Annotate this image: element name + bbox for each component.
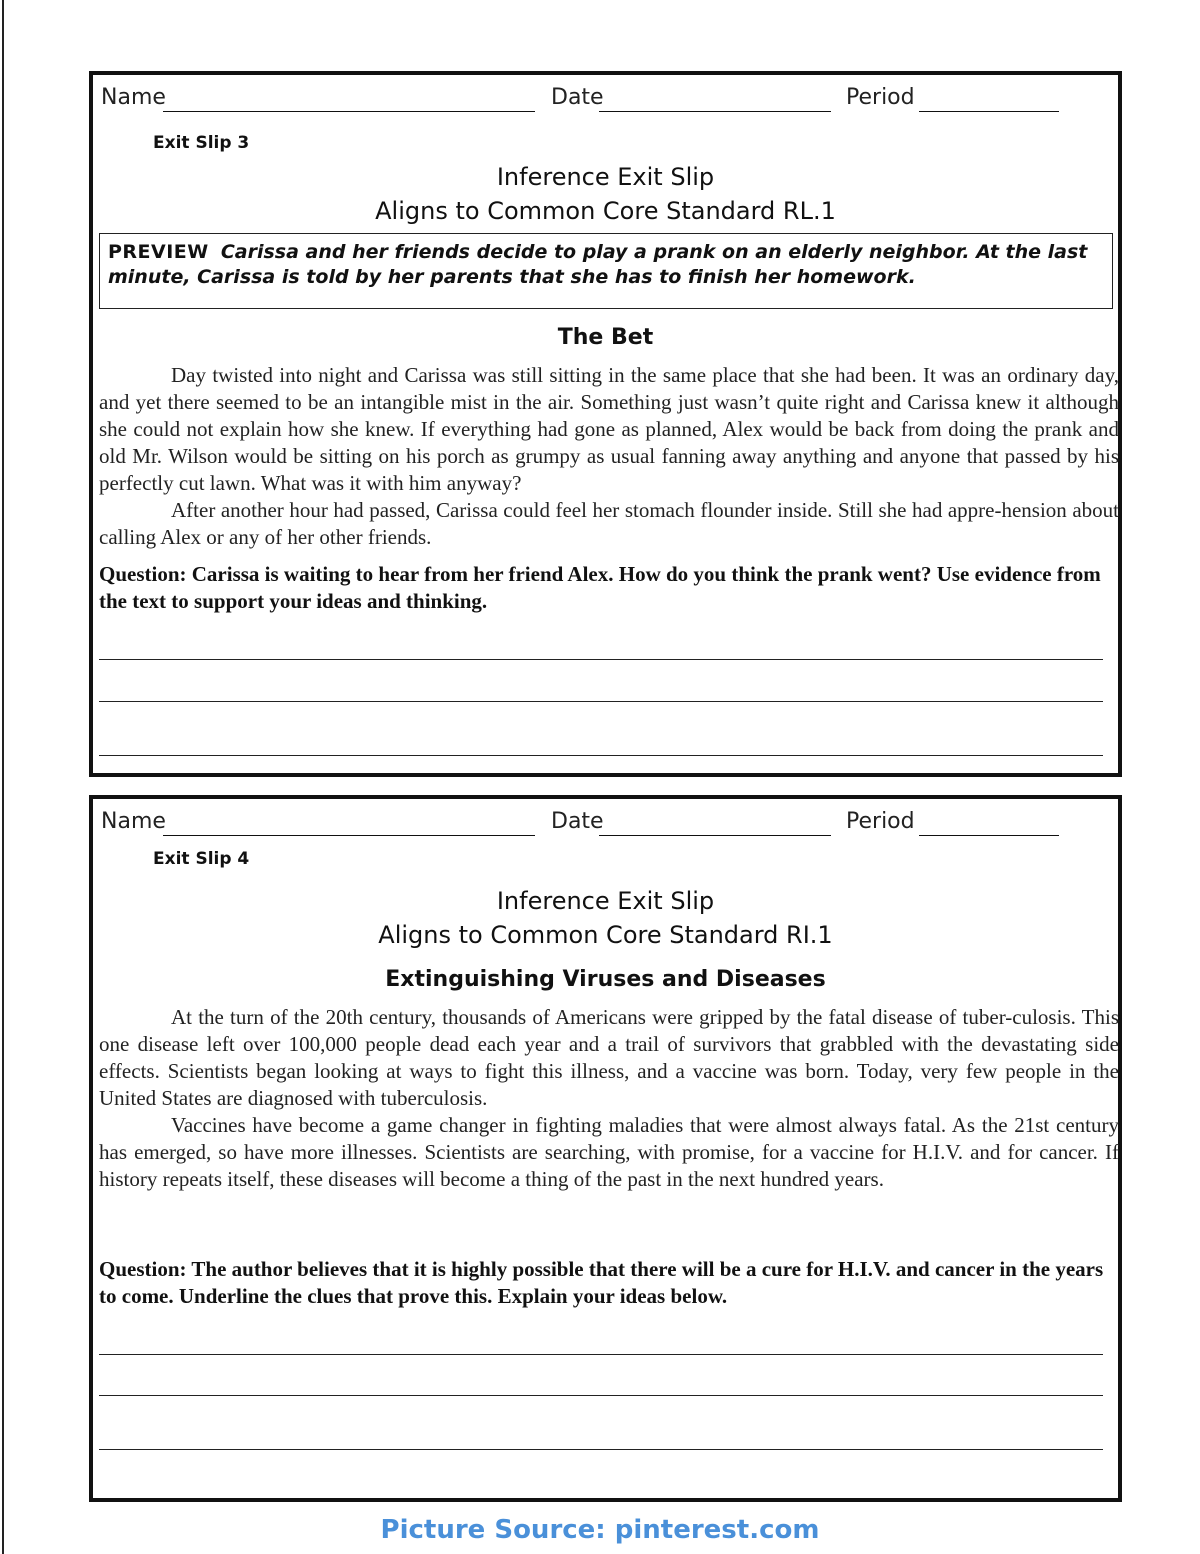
question-text: Question: Carissa is waiting to hear from her friend Alex. How do you think the prank went? Use evidence from the text to support your ideas and thinking. <box>99 562 1101 613</box>
date-field[interactable] <box>599 111 831 112</box>
period-field[interactable] <box>919 111 1059 112</box>
answer-line[interactable] <box>99 1354 1103 1355</box>
preview-box <box>99 233 1113 309</box>
slip-title: Inference Exit Slip <box>496 887 715 915</box>
answer-line[interactable] <box>99 701 1103 702</box>
slip-header <box>101 809 1111 841</box>
preview-tag: PREVIEW <box>108 241 209 263</box>
period-label: Period <box>846 809 915 834</box>
standard-subtitle: Aligns to Common Core Standard RI.1 <box>378 921 833 949</box>
story-paragraph: Day twisted into night and Carissa was still sitting in the same place that she had been. It was an ordinary day, and yet there seemed to be an intangible mist in the air. Something just wasn’t quite right and Carissa knew it although she could not explain how she knew. If everything had gone as planned, Alex would be back from doing the prank and old Mr. Wilson would be sitting on his porch as grumpy as usual fanning away anything and anyone that passed by his perfectly cut lawn. What was it with him anyway? <box>99 363 1119 495</box>
standard-subtitle: Aligns to Common Core Standard RL.1 <box>375 197 836 225</box>
story-body <box>99 362 1119 551</box>
name-label: Name <box>101 85 166 110</box>
story-body <box>99 1004 1119 1193</box>
story-paragraph: After another hour had passed, Carissa could feel her stomach flounder inside. Still she had appre-hension about calling Alex or any of her other friends. <box>99 498 1119 549</box>
exit-slip-3-card <box>89 71 1122 777</box>
answer-line[interactable] <box>99 755 1103 756</box>
name-field[interactable] <box>163 111 535 112</box>
slip-number: Exit Slip 4 <box>153 849 250 869</box>
date-label: Date <box>551 85 604 110</box>
question-text: Question: The author believes that it is highly possible that there will be a cure for H.I.V. and cancer in the years to come. Underline the clues that prove this. Explain your ideas below. <box>99 1257 1104 1308</box>
date-label: Date <box>551 809 604 834</box>
page-edge-line <box>2 0 4 1554</box>
story-paragraph: Vaccines have become a game changer in fighting maladies that were almost always fatal. As the 21st century has emerged, so have more illnesses. Scientists are searching, with promise, for a vaccine for H.I.V. and for cancer. If history repeats itself, these diseases will become a thing of the past in the next hundred years. <box>99 1113 1119 1191</box>
period-field[interactable] <box>919 835 1059 836</box>
period-label: Period <box>846 85 915 110</box>
date-field[interactable] <box>599 835 831 836</box>
exit-slip-4-card <box>89 795 1122 1502</box>
answer-line[interactable] <box>99 1395 1103 1396</box>
story-paragraph: At the turn of the 20th century, thousands of Americans were gripped by the fatal disease of tuber-culosis. This one disease left over 100,000 people dead each year and a trail of survivors that grabbled with the devastating side effects. Scientists began looking at ways to fight this illness, and a vaccine was born. Today, very few people in the United States are diagnosed with tuberculosis. <box>99 1005 1119 1110</box>
source-caption: Picture Source: pinterest.com <box>380 1515 820 1545</box>
story-title: Extinguishing Viruses and Diseases <box>385 967 826 992</box>
answer-line[interactable] <box>99 659 1103 660</box>
preview-text: Carissa and her friends decide to play a prank on an elderly neighbor. At the last minute, Carissa is told by her parents that she has to finish her homework. <box>108 241 1088 288</box>
answer-line[interactable] <box>99 1449 1103 1450</box>
slip-number: Exit Slip 3 <box>153 133 250 153</box>
name-label: Name <box>101 809 166 834</box>
story-title: The Bet <box>557 325 654 350</box>
name-field[interactable] <box>163 835 535 836</box>
slip-title: Inference Exit Slip <box>496 163 715 191</box>
slip-header <box>101 85 1111 117</box>
